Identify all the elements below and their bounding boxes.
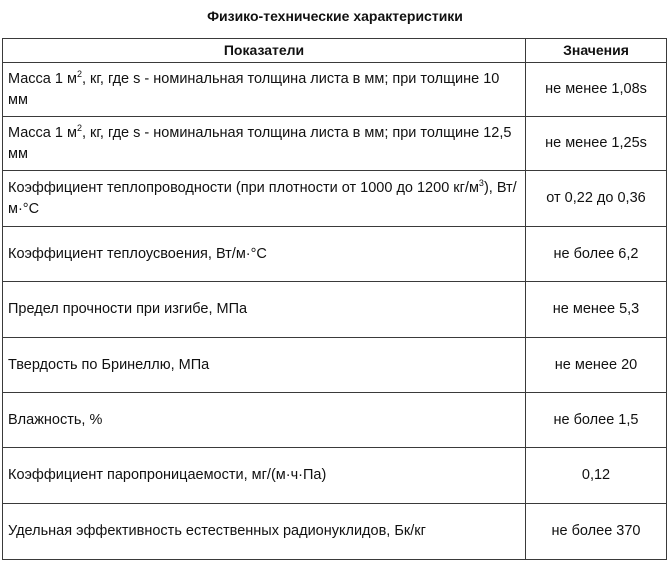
parameter-cell xyxy=(3,63,526,117)
value-cell: не более 6,2 xyxy=(526,227,667,282)
table-row xyxy=(3,282,667,338)
table-header-row xyxy=(3,39,667,63)
table-row xyxy=(3,171,667,227)
parameter-cell: Удельная эффективность естественных радионуклидов, Бк/кг xyxy=(3,504,526,560)
parameter-text: Масса 1 м xyxy=(8,124,77,141)
table-row xyxy=(3,393,667,448)
parameter-text-cont: , кг, где s - номинальная толщина листа в мм; при толщине 10 мм xyxy=(8,70,500,108)
table-title: Физико-технические характеристики xyxy=(207,8,463,24)
table-row xyxy=(3,338,667,393)
parameter-text-cont: ), Вт/м·°С xyxy=(8,179,517,217)
parameter-text: Масса 1 м xyxy=(8,70,77,87)
parameter-cell: Твердость по Бринеллю, МПа xyxy=(3,338,526,393)
value-cell: от 0,22 до 0,36 xyxy=(526,171,667,227)
parameter-text-cont: , кг, где s - номинальная толщина листа в мм; при толщине 12,5 мм xyxy=(8,124,512,162)
parameter-cell: Предел прочности при изгибе, МПа xyxy=(3,282,526,338)
superscript: 3 xyxy=(478,177,484,188)
column-header-values: Значения xyxy=(526,39,667,63)
superscript: 2 xyxy=(76,68,82,79)
table-row xyxy=(3,227,667,282)
parameter-cell xyxy=(3,171,526,227)
value-cell: не менее 20 xyxy=(526,338,667,393)
parameter-text: Коэффициент теплопроводности (при плотности от 1000 до 1200 кг/м xyxy=(8,179,479,196)
table-row xyxy=(3,117,667,171)
parameter-cell xyxy=(3,117,526,171)
table-row xyxy=(3,63,667,117)
table-row xyxy=(3,504,667,560)
parameter-cell: Влажность, % xyxy=(3,393,526,448)
value-cell: не более 370 xyxy=(526,504,667,560)
value-cell: 0,12 xyxy=(526,448,667,504)
value-cell: не менее 1,08s xyxy=(526,63,667,117)
table-row xyxy=(3,448,667,504)
parameter-cell: Коэффициент теплоусвоения, Вт/м·°С xyxy=(3,227,526,282)
value-cell: не менее 5,3 xyxy=(526,282,667,338)
parameter-cell: Коэффициент паропроницаемости, мг/(м·ч·Па) xyxy=(3,448,526,504)
column-header-parameters: Показатели xyxy=(3,39,526,63)
characteristics-table xyxy=(2,38,667,560)
value-cell: не более 1,5 xyxy=(526,393,667,448)
superscript: 2 xyxy=(76,122,82,133)
value-cell: не менее 1,25s xyxy=(526,117,667,171)
